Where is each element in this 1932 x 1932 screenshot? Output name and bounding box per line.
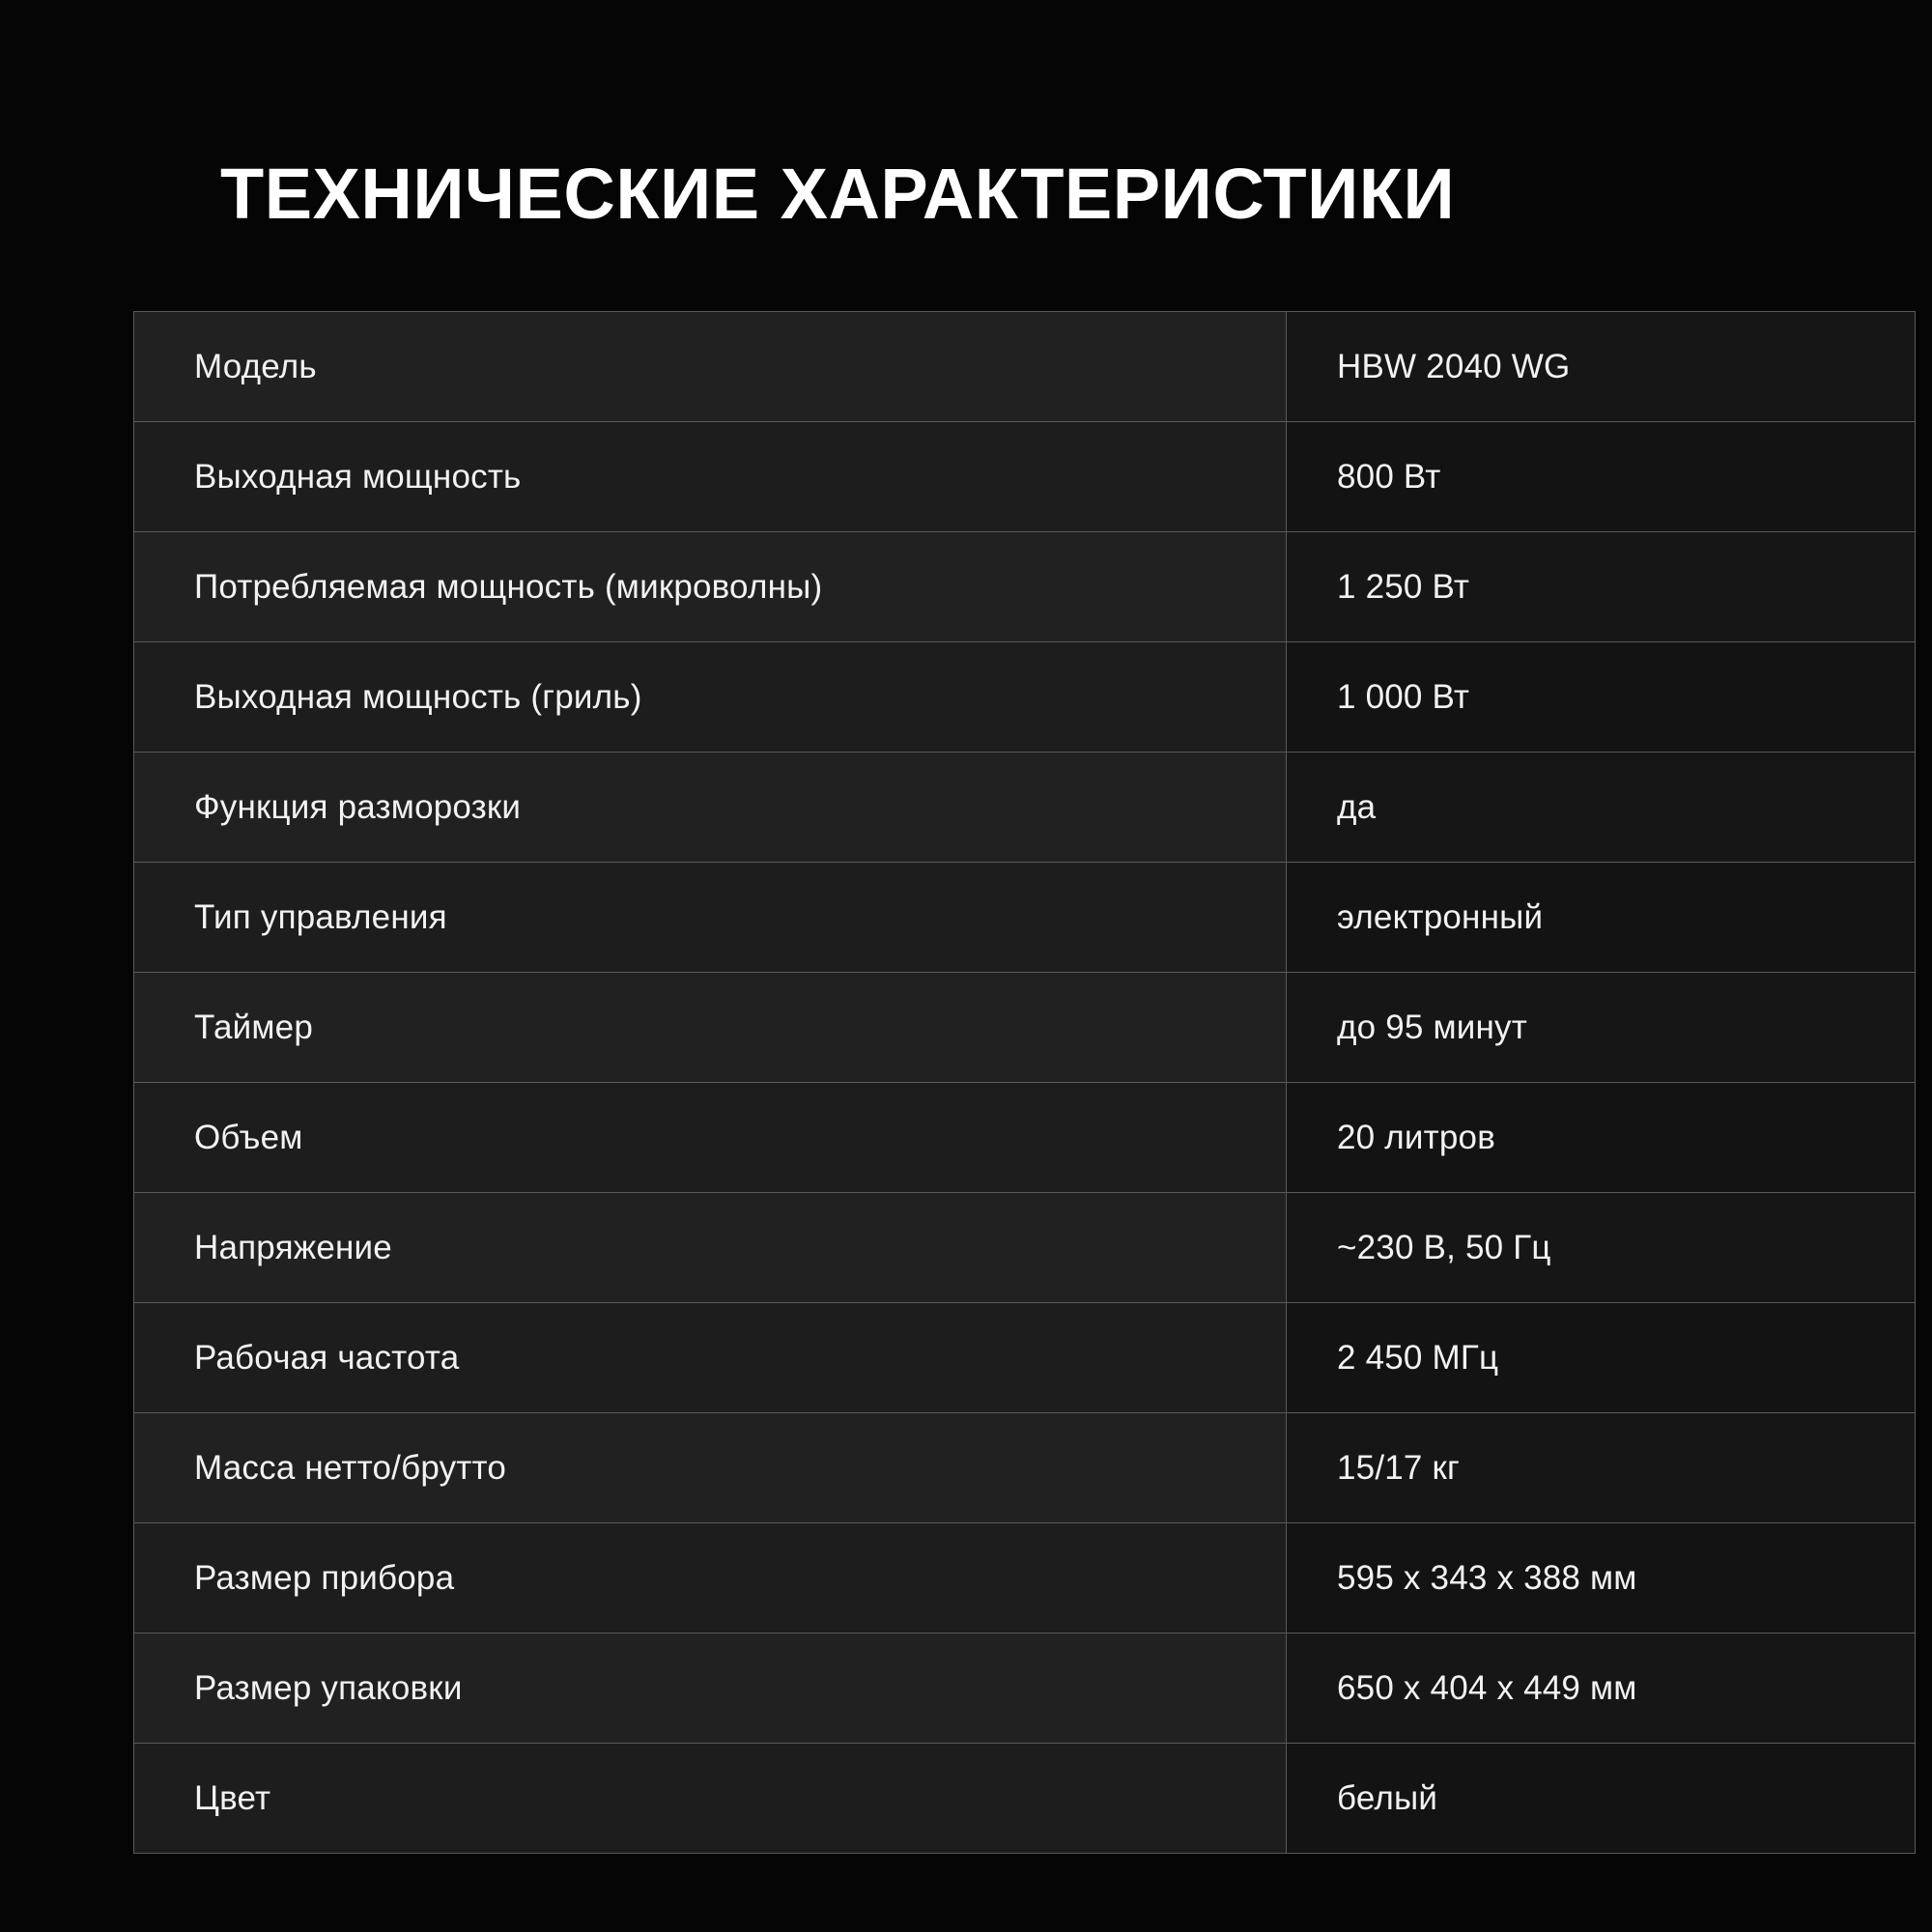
table-row (134, 1523, 1916, 1634)
spec-value: 15/17 кг (1287, 1413, 1916, 1523)
specifications-table (133, 311, 1916, 1854)
table-row (134, 1634, 1916, 1744)
spec-label: Тип управления (134, 863, 1287, 973)
spec-label: Выходная мощность (134, 422, 1287, 532)
spec-value: 800 Вт (1287, 422, 1916, 532)
spec-label: Размер прибора (134, 1523, 1287, 1634)
spec-label: Выходная мощность (гриль) (134, 642, 1287, 753)
table-row (134, 422, 1916, 532)
page-title: ТЕХНИЧЕСКИЕ ХАРАКТЕРИСТИКИ (220, 153, 1456, 234)
table-row (134, 1193, 1916, 1303)
spec-value: 1 000 Вт (1287, 642, 1916, 753)
table-row (134, 642, 1916, 753)
table-row (134, 973, 1916, 1083)
spec-value: электронный (1287, 863, 1916, 973)
table-row (134, 753, 1916, 863)
spec-value: 650 x 404 x 449 мм (1287, 1634, 1916, 1744)
table-row (134, 312, 1916, 422)
table-row (134, 1303, 1916, 1413)
spec-value: 2 450 МГц (1287, 1303, 1916, 1413)
spec-value: до 95 минут (1287, 973, 1916, 1083)
specifications-table-body (134, 312, 1916, 1854)
spec-label: Размер упаковки (134, 1634, 1287, 1744)
spec-label: Масса нетто/брутто (134, 1413, 1287, 1523)
spec-label: Функция разморозки (134, 753, 1287, 863)
spec-value: 20 литров (1287, 1083, 1916, 1193)
spec-label: Рабочая частота (134, 1303, 1287, 1413)
spec-value: белый (1287, 1744, 1916, 1854)
spec-label: Цвет (134, 1744, 1287, 1854)
spec-label: Таймер (134, 973, 1287, 1083)
spec-value: ~230 В, 50 Гц (1287, 1193, 1916, 1303)
table-row (134, 1413, 1916, 1523)
table-row (134, 1083, 1916, 1193)
spec-label: Потребляемая мощность (микроволны) (134, 532, 1287, 642)
spec-value: 1 250 Вт (1287, 532, 1916, 642)
spec-value: HBW 2040 WG (1287, 312, 1916, 422)
spec-value: 595 x 343 x 388 мм (1287, 1523, 1916, 1634)
spec-value: да (1287, 753, 1916, 863)
spec-label: Напряжение (134, 1193, 1287, 1303)
table-row (134, 532, 1916, 642)
table-row (134, 863, 1916, 973)
table-row (134, 1744, 1916, 1854)
spec-label: Объем (134, 1083, 1287, 1193)
spec-label: Модель (134, 312, 1287, 422)
